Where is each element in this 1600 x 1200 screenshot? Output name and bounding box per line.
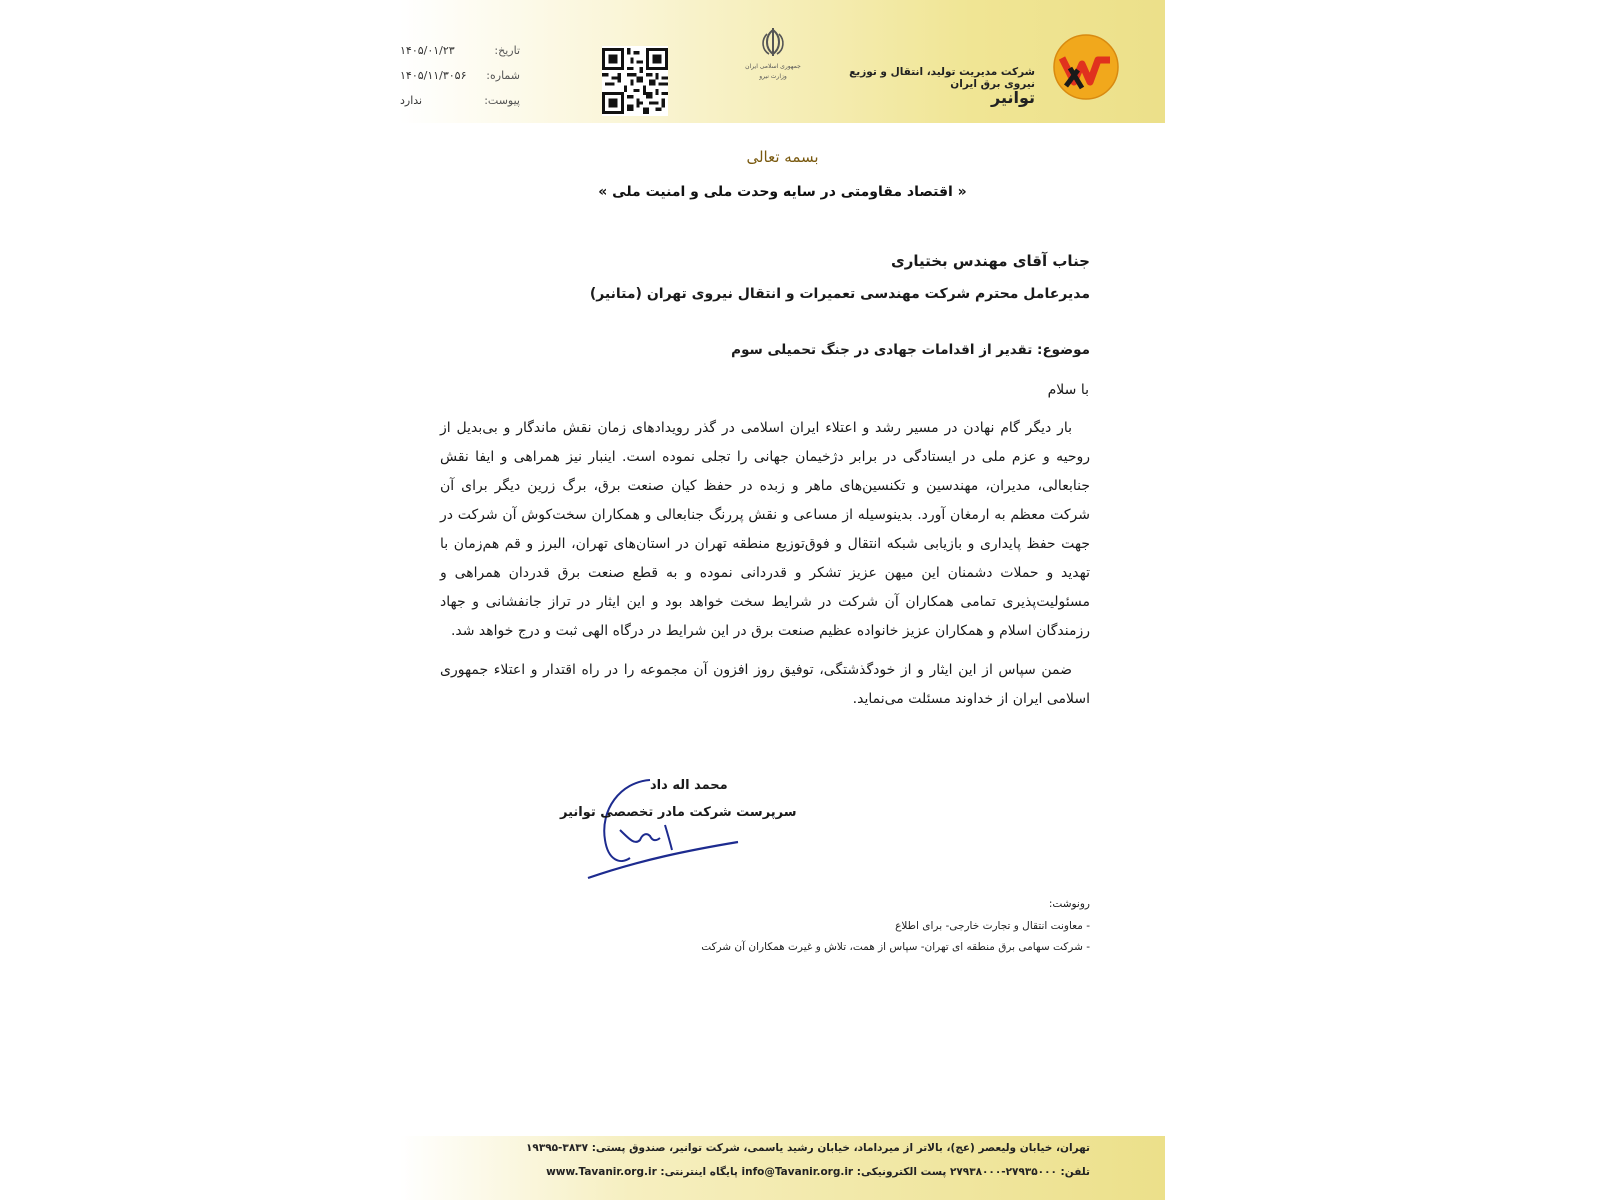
- body-paragraph-1: بار دیگر گام نهادن در مسیر رشد و اعتلاء ایران اسلامی در گذر رویدادهای زمان نقش ماندگار و بی‌بدیل از روحیه و عزم ملی در ایستادگی در برابر دژخیمان جهانی را تجلی نموده است. اینبار نیز همراهی و ایفا نقش جنابعالی، مدیران، مهندسین و تکنسین‌های ماهر و زبده در حفظ کیان صنعت برق، برگ زرین دیگر برای آن شرکت معظم به ارمغان آورد. بدینوسیله از مساعی و نقش پررنگ جنابعالی و همکاران سخت‌کوش آن شرکت در جهت حفظ پایداری و بازیابی شبکه انتقال و فوق‌توزیع منطقه تهران در استان‌های تهران، البرز و قم هم‌زمان با تهدید و حملات دشمنان این میهن عزیز تشکر و قدردانی نموده و به قطع صنعت برق قدردان همراهی و مسئولیت‌پذیری تمامی همکاران آن شرکت در شرایط سخت خواهد بود و این ایثار در تراز جانفشانی و جهاد رزمندگان اسلام و همکاران عزیز خانواده عظیم صنعت برق در این شرایط در درگاه الهی ثبت و درج خواهد شد.: [440, 420, 1090, 639]
- number-value: ۱۴۰۵/۱۱/۳۰۵۶: [400, 69, 467, 82]
- signatory-name: محمد اله داد: [650, 778, 728, 793]
- cc-item: - شرکت سهامی برق منطقه ای تهران- سپاس از همت، تلاش و غیرت همکاران آن شرکت: [701, 941, 1090, 953]
- footer-contact: تلفن: ۲۷۹۳۵۰۰۰-۲۷۹۳۸۰۰۰ پست الکترونیکی: info@Tavanir.org.ir پایگاه اینترنتی: www.Tavanir.org.ir: [546, 1166, 1090, 1178]
- letter-footer: [400, 1136, 1165, 1200]
- footer-address: تهران، خیابان ولیعصر (عج)، بالاتر از میرداماد، خیابان رشید یاسمی، شرکت توانیر، صندوق پستی: ۳۸۳۷-۱۹۳۹۵: [526, 1142, 1090, 1154]
- company-name: شرکت مدیریت تولید، انتقال و توزیع نیروی برق ایران: [849, 66, 1035, 90]
- addressee-name: جناب آقای مهندس بختیاری: [890, 252, 1090, 270]
- date-label: تاریخ:: [494, 44, 520, 57]
- annual-motto: « اقتصاد مقاومتی در سایه وحدت ملی و امنیت ملی »: [598, 184, 967, 200]
- tavanir-logo-icon: [1052, 30, 1120, 104]
- letter-page: [400, 0, 1165, 1200]
- cc-item: - معاونت انتقال و تجارت خارجی- برای اطلاع: [895, 920, 1090, 932]
- emblem-caption-1: جمهوری اسلامی ایران: [745, 63, 801, 70]
- date-value: ۱۴۰۵/۰۱/۲۳: [400, 44, 455, 57]
- body-paragraph-2: ضمن سپاس از این ایثار و از خودگذشتگی، توفیق روز افزون آن مجموعه را در راه اقتدار و اعتلاء جمهوری اسلامی ایران از خداوند مسئلت می‌نماید.: [440, 662, 1090, 707]
- letter-body: [440, 414, 1090, 646]
- greeting: با سلام: [1047, 382, 1089, 398]
- emblem-caption-2: وزارت نیرو: [759, 73, 787, 80]
- number-label: شماره:: [486, 69, 520, 82]
- attachment-value: ندارد: [400, 94, 423, 107]
- cc-title: رونوشت:: [1048, 898, 1090, 910]
- attachment-label: پیوست:: [484, 94, 520, 107]
- letterhead: [400, 0, 1165, 123]
- addressee-title: مدیرعامل محترم شرکت مهندسی تعمیرات و انتقال نیروی تهران (متانیر): [589, 286, 1090, 302]
- company-brand: توانیر: [990, 88, 1035, 107]
- iran-emblem-icon: [743, 26, 803, 88]
- letter-subject: موضوع: تقدیر از اقدامات جهادی در جنگ تحمیلی سوم: [731, 342, 1090, 358]
- qr-code-icon: [602, 46, 668, 116]
- bismillah-heading: بسمه تعالی: [746, 148, 819, 166]
- signatory-title: سرپرست شرکت مادر تخصصی توانیر: [560, 805, 797, 820]
- date-row: [400, 44, 520, 57]
- letter-closing: [440, 656, 1090, 714]
- number-row: [400, 69, 520, 82]
- attachment-row: [400, 94, 520, 107]
